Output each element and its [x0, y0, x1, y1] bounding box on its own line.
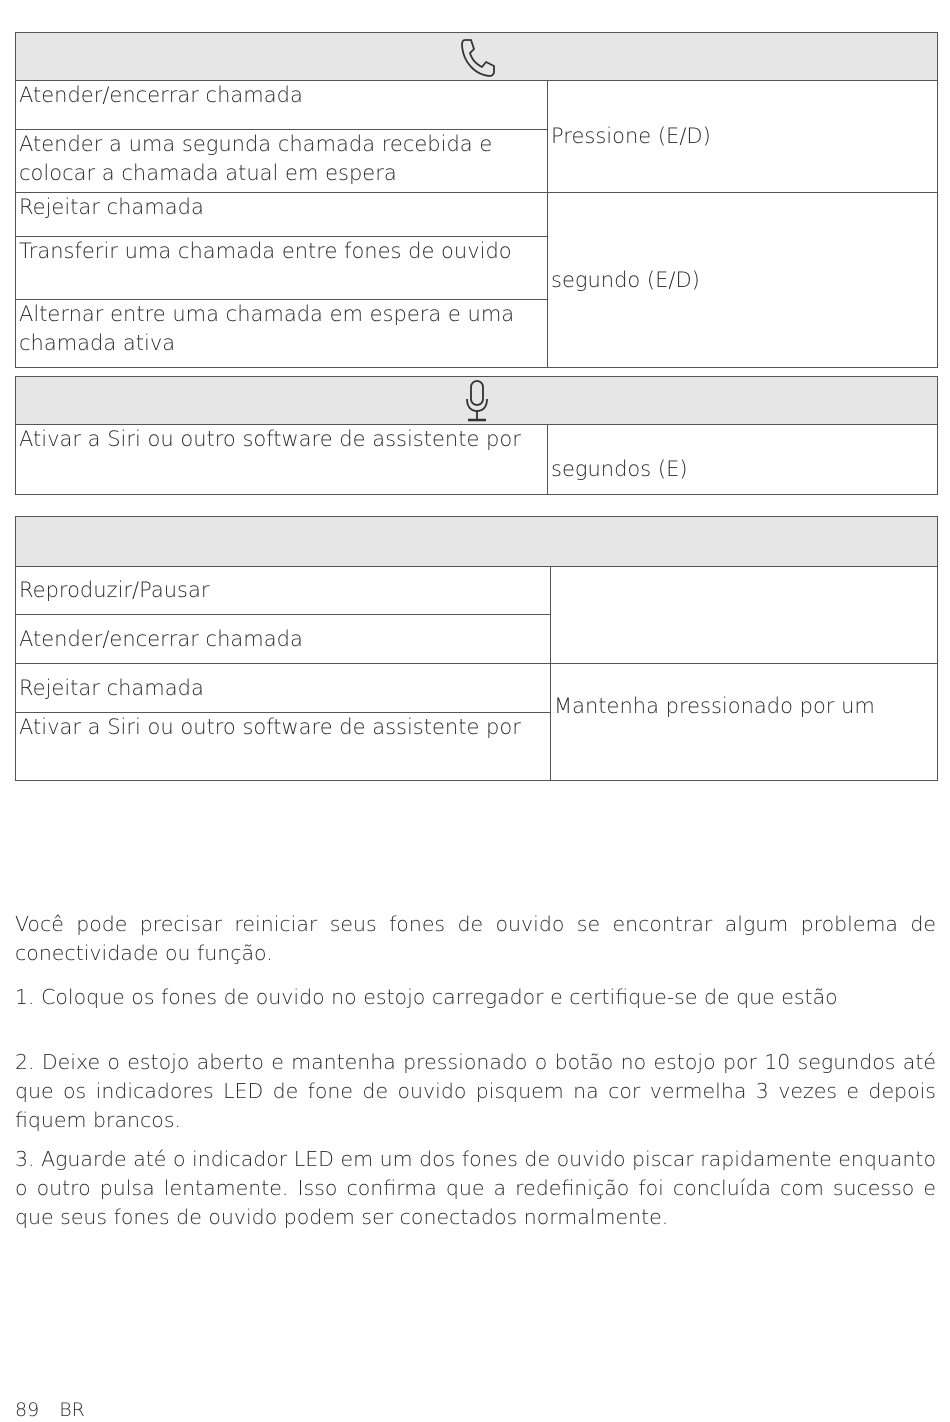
table-row: Rejeitar chamada — [16, 664, 551, 713]
table-row: Atender/encerrar chamada — [16, 615, 551, 664]
table-row: Reproduzir/Pausar — [16, 567, 551, 615]
reset-intro: Você pode precisar reiniciar seus fones de ouvido se encontrar algum problema de conectividade ou função. — [15, 912, 936, 965]
reset-step-3: 3. Aguarde até o indicador LED em um dos fones de ouvido piscar rapidamente enquanto o outro pulsa lentamente. Isso confirma que a redefinição foi concluída com sucesso e que seus fones de ouvido podem ser conectados normalmente. — [15, 1147, 936, 1229]
assistant-action: segundos (E) — [548, 425, 938, 495]
media-action-empty — [551, 567, 938, 664]
call-table-header — [16, 33, 938, 81]
media-controls-table — [15, 516, 938, 781]
reset-step-2: 2. Deixe o estojo aberto e mantenha pressionado o botão no estojo por 10 segundos até que os indicadores LED de fone de ouvido pisquem na cor vermelha 3 vezes e depois fiquem brancos. — [15, 1050, 936, 1132]
table-row: Atender a uma segunda chamada recebida e colocar a chamada atual em espera — [16, 130, 548, 193]
table-row: Transferir uma chamada entre fones de ouvido — [16, 237, 548, 300]
table-row: Alternar entre uma chamada em espera e uma chamada ativa — [16, 300, 548, 368]
microphone-icon — [16, 379, 937, 423]
language-code: BR — [59, 1399, 85, 1421]
phone-icon — [16, 36, 937, 78]
call-action-hold: segundo (E/D) — [548, 193, 938, 368]
assistant-table-header — [16, 377, 938, 425]
media-action-hold: Mantenha pressionado por um — [551, 664, 938, 781]
reset-step-1: 1. Coloque os fones de ouvido no estojo carregador e certifique-se de que estão — [15, 985, 838, 1009]
media-table-header — [16, 517, 938, 567]
page-footer — [15, 1398, 105, 1422]
table-row: Rejeitar chamada — [16, 193, 548, 237]
table-row: Atender/encerrar chamada — [16, 81, 548, 130]
call-controls-table — [15, 32, 938, 368]
table-row: Ativar a Siri ou outro software de assistente por — [16, 425, 548, 495]
call-action-press: Pressione (E/D) — [548, 81, 938, 193]
page-number: 89 — [15, 1399, 40, 1421]
assistant-controls-table — [15, 376, 938, 495]
table-row: Ativar a Siri ou outro software de assistente por — [16, 713, 551, 781]
